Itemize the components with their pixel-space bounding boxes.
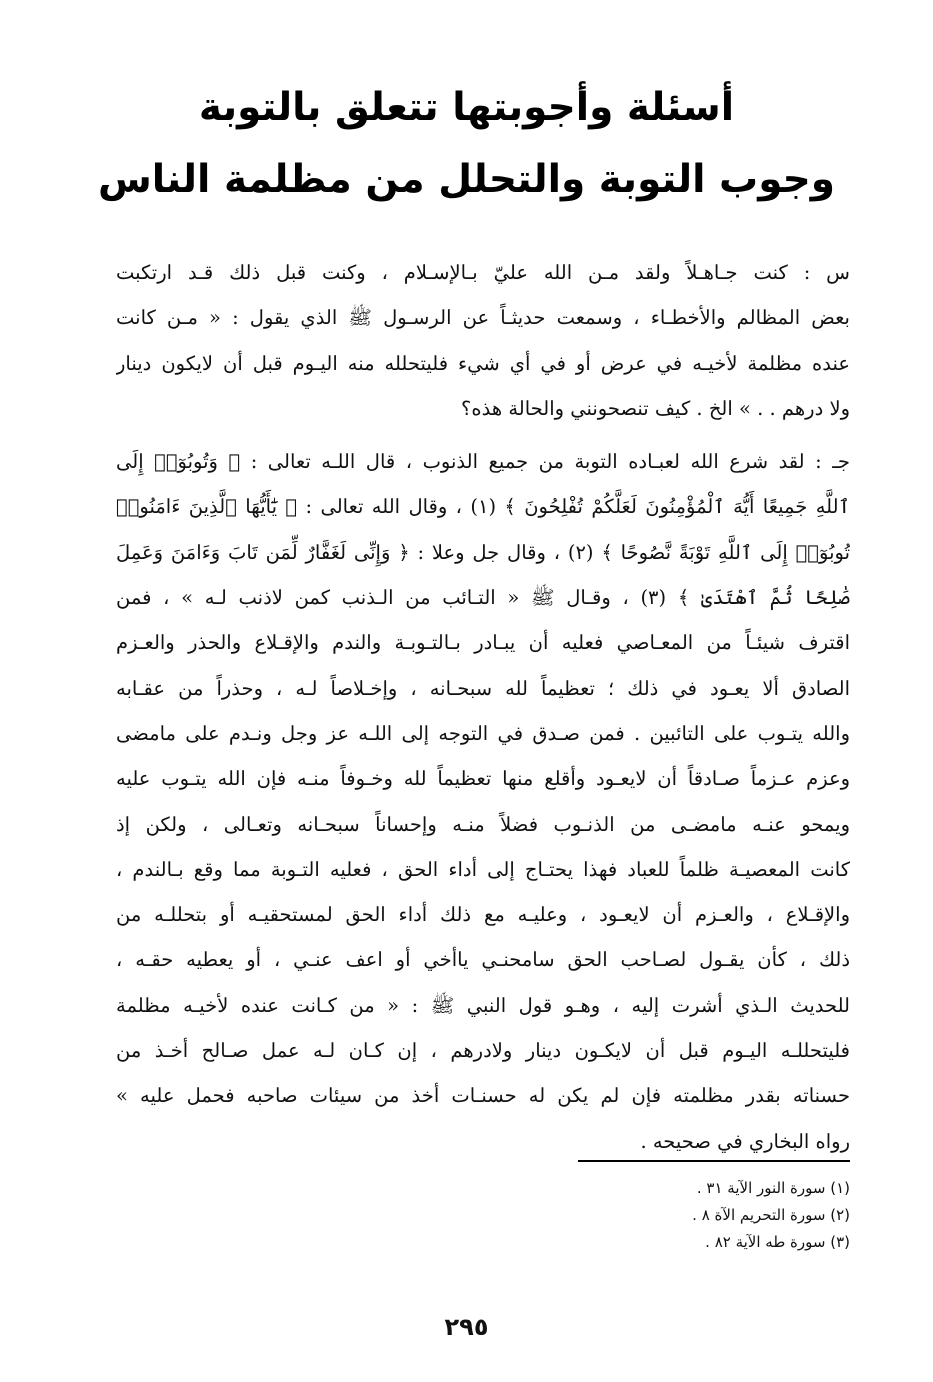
answer-line: ويمحو عنـه مامضـى من الذنـوب فضلاً منـه وإحساناً سبحـانه وتعـالى ، ولكن إذ [116, 812, 850, 836]
question-line: بعض المظالم والأخطـاء ، وسمعت حديثـاً عن الرسـول ﷺ الذي يقول : « مـن كانت [116, 306, 850, 330]
question-line: ولا درهم . . » الخ . كيف تنصحونني والحالة هذه؟ [461, 396, 850, 420]
page-number: ٢٩٥ [444, 1313, 489, 1341]
question-line: عنده مظلمة لأخيـه في عرض أو في أي شيء فليتحلله منه اليـوم قبل أن لايكون دينار [116, 351, 850, 375]
answer-line: تُوبُوٓا۟ إِلَى ٱللَّهِ تَوْبَةً نَّصُوحًا ﴾ (٢) ، وقال جل وعلا : ﴿ وَإِنِّى لَغَفَّارٌ لِّمَن تَابَ وَءَامَنَ وَعَمِلَ [116, 540, 850, 564]
footnote-item: (٢) سورة التحريم الآة ٨ . [692, 1206, 850, 1224]
answer-line: والله يتـوب على التائبين . فمن صـدق في التوجه إلى اللـه عز وجل ونـدم على مامضى [116, 721, 850, 745]
answer-line: حسناته بقدر مظلمته فإن لم يكن له حسنـات أخذ من سيئات صاحبه فحمل عليه » [116, 1084, 850, 1108]
answer-line: فليتحللـه اليـوم قبل أن لايكـون دينار ولادرهم ، إن كـان لـه عمل صـالح أخـذ من [116, 1039, 850, 1063]
answer-line: وعزم عـزماً صـادقاً أن لايعـود وأقلع منها تعظيماً لله وخـوفاً منـه فإن الله يتـوب عليه [116, 767, 850, 791]
answer-paragraph [116, 439, 850, 1164]
answer-line: الصادق ألا يعـود في ذلك ؛ تعظيماً لله سبحـانه ، وإخـلاصاً لـه ، وحذراً من عقـابه [116, 676, 850, 700]
question-paragraph [116, 250, 850, 431]
answer-line: والإقـلاع ، والعـزم أن لايعـود ، وعليـه مع ذلك أداء الحق لمستحقيـه أو بتحللـه من [116, 903, 850, 927]
footnote-item: (١) سورة النور الآية ٣١ . [696, 1179, 850, 1197]
answer-line: رواه البخاري في صحيحه . [640, 1129, 850, 1153]
answer-line: صَٰلِحًا ثُمَّ ٱهْتَدَىٰ ﴾ (٣) ، وقـال ﷺ « التـائب من الـذنب كمن لاذنب لـه » ، فمن [116, 586, 850, 610]
body-text [116, 250, 850, 1164]
answer-line: ٱللَّهِ جَمِيعًا أَيُّهَ ٱلْمُؤْمِنُونَ لَعَلَّكُمْ تُفْلِحُونَ ﴾ (١) ، وقال الله تعالى : ﴿ يَٰٓأَيُّهَا ٱلَّذِينَ ءَامَنُوا۟ [116, 495, 850, 519]
footnote-item: (٣) سورة طه الآية ٨٢ . [705, 1233, 850, 1251]
answer-line: للحديث الـذي أشرت إليه ، وهـو قول النبي ﷺ : « من كـانت عنده لأخيـه مظلمة [116, 993, 850, 1017]
page-title-line-1: أسئلة وأجوبتها تتعلق بالتوبة [198, 85, 735, 130]
footnotes [480, 1175, 850, 1256]
answer-line: جـ : لقد شرع الله لعبـاده التوبة من جميع الذنوب ، قال اللـه تعالى : ﴿ وَتُوبُوٓا۟ إِلَى [116, 450, 850, 474]
answer-line: اقترف شيئـاً من المعـاصي فعليه أن يبـادر بـالتـوبـة والندم والإقـلاع والحذر والعـزم [116, 631, 850, 655]
question-line: س : كنت جـاهـلاً ولقد مـن الله عليّ بـالإسـلام ، وكنت قبل ذلك قـد ارتكبت [116, 261, 850, 284]
answer-line: ذلك ، كأن يقـول لصـاحب الحق سامحنـي ياأخي أو اعف عنـي ، أو يعطيه حقـه ، [116, 948, 850, 972]
footnote-divider [578, 1160, 850, 1162]
page-title-line-2: وجوب التوبة والتحلل من مظلمة الناس [97, 157, 836, 202]
paragraph-gap [116, 431, 850, 439]
answer-line: كانت المعصيـة ظلماً للعباد فهذا يحتـاج إلى أداء الحق ، فعليه التـوبة مما وقع بـالندم ، [116, 857, 850, 881]
